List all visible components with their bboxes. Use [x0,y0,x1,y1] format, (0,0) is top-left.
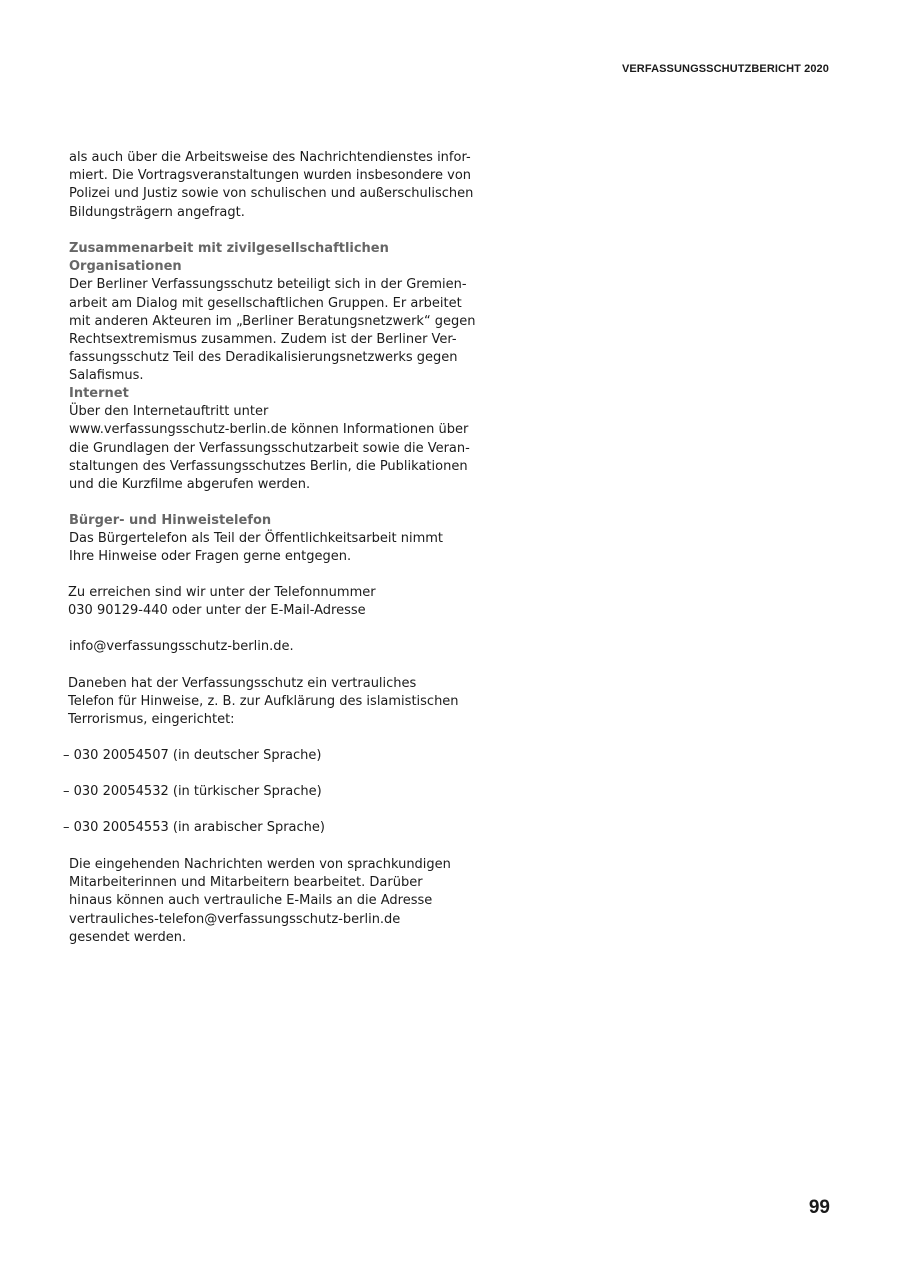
reach-paragraph [68,584,448,620]
text-line: Daneben hat der Verfassungsschutz ein vertrauliches [68,676,417,691]
running-header: VERFASSUNGSSCHUTZBERICHT 2020 [621,63,829,75]
text-line: Der Berliner Verfassungsschutz beteiligt sich in der Gremien- [69,277,467,293]
text-line: Das Bürgertelefon als Teil der Öffentlichkeitsarbeit nimmt [69,531,444,547]
text-line: miert. Die Vortragsveranstaltungen wurden insbesondere von [69,168,472,184]
email-address: info@verfassungsschutz-berlin.de. [69,639,294,654]
phone-item-german: – 030 20054507 (in deutscher Sprache) [63,748,322,763]
text-line: gesendet werden. [69,929,187,945]
section-heading: Zusammenarbeit mit zivilgesellschaftlichen Organisationen [69,241,389,275]
text-line: und die Kurzfilme abgerufen werden. [69,477,311,493]
page-number: 99 [808,1197,830,1218]
section-internet [69,385,470,494]
section-zusammenarbeit [69,240,476,386]
text-line: Über den Internetauftritt unter [69,404,269,420]
text-line: Mitarbeiterinnen und Mitarbeitern bearbeitet. Darüber [69,875,423,891]
text-line: Die eingehenden Nachrichten werden von sprachkundigen [69,857,451,872]
text-line: Terrorismus, eingerichtet: [68,712,235,728]
text-line: Telefon für Hinweise, z. B. zur Aufklärung des islamistischen [68,694,459,710]
text-line: Rechtsextremismus zusammen. Zudem ist der Berliner Ver- [69,332,457,348]
text-line: arbeit am Dialog mit gesellschaftlichen Gruppen. Er arbeitet [69,295,462,311]
text-line: 030 90129-440 oder unter der E-Mail-Adresse [68,603,366,619]
text-line: hinaus können auch vertrauliche E-Mails an die Adresse [69,893,433,909]
text-line: Polizei und Justiz sowie von schulischen und außerschulischen [69,186,474,202]
text-line: Bildungsträgern angefragt. [69,204,245,220]
section-buergertelefon [69,512,449,567]
section-heading: Internet [69,386,129,401]
text-line: Ihre Hinweise oder Fragen gerne entgegen. [69,549,352,565]
text-line: Zu erreichen sind wir unter der Telefonnummer [68,585,376,600]
intro-paragraph [69,149,474,222]
text-line: die Grundlagen der Verfassungsschutzarbeit sowie die Veran- [69,440,470,456]
closing-paragraph [69,856,449,947]
text-line: als auch über die Arbeitsweise des Nachrichtendienstes infor- [69,150,471,165]
text-line: staltungen des Verfassungsschutzes Berlin, die Publikationen [69,458,468,474]
phone-item-arabic: – 030 20054553 (in arabischer Sprache) [63,820,325,835]
text-line: mit anderen Akteuren im „Berliner Beratungsnetzwerk“ gegen [69,313,476,329]
daneben-paragraph [68,675,459,730]
text-line: Salafismus. [69,368,144,384]
section-heading: Bürger- und Hinweistelefon [69,513,272,528]
phone-item-turkish: – 030 20054532 (in türkischer Sprache) [63,784,322,799]
text-line: fassungsschutz Teil des Deradikalisierungsnetzwerks gegen [69,350,458,366]
text-line: vertrauliches-telefon@verfassungsschutz-berlin.de [69,911,401,927]
text-line: www.verfassungsschutz-berlin.de können Informationen über [69,422,469,438]
